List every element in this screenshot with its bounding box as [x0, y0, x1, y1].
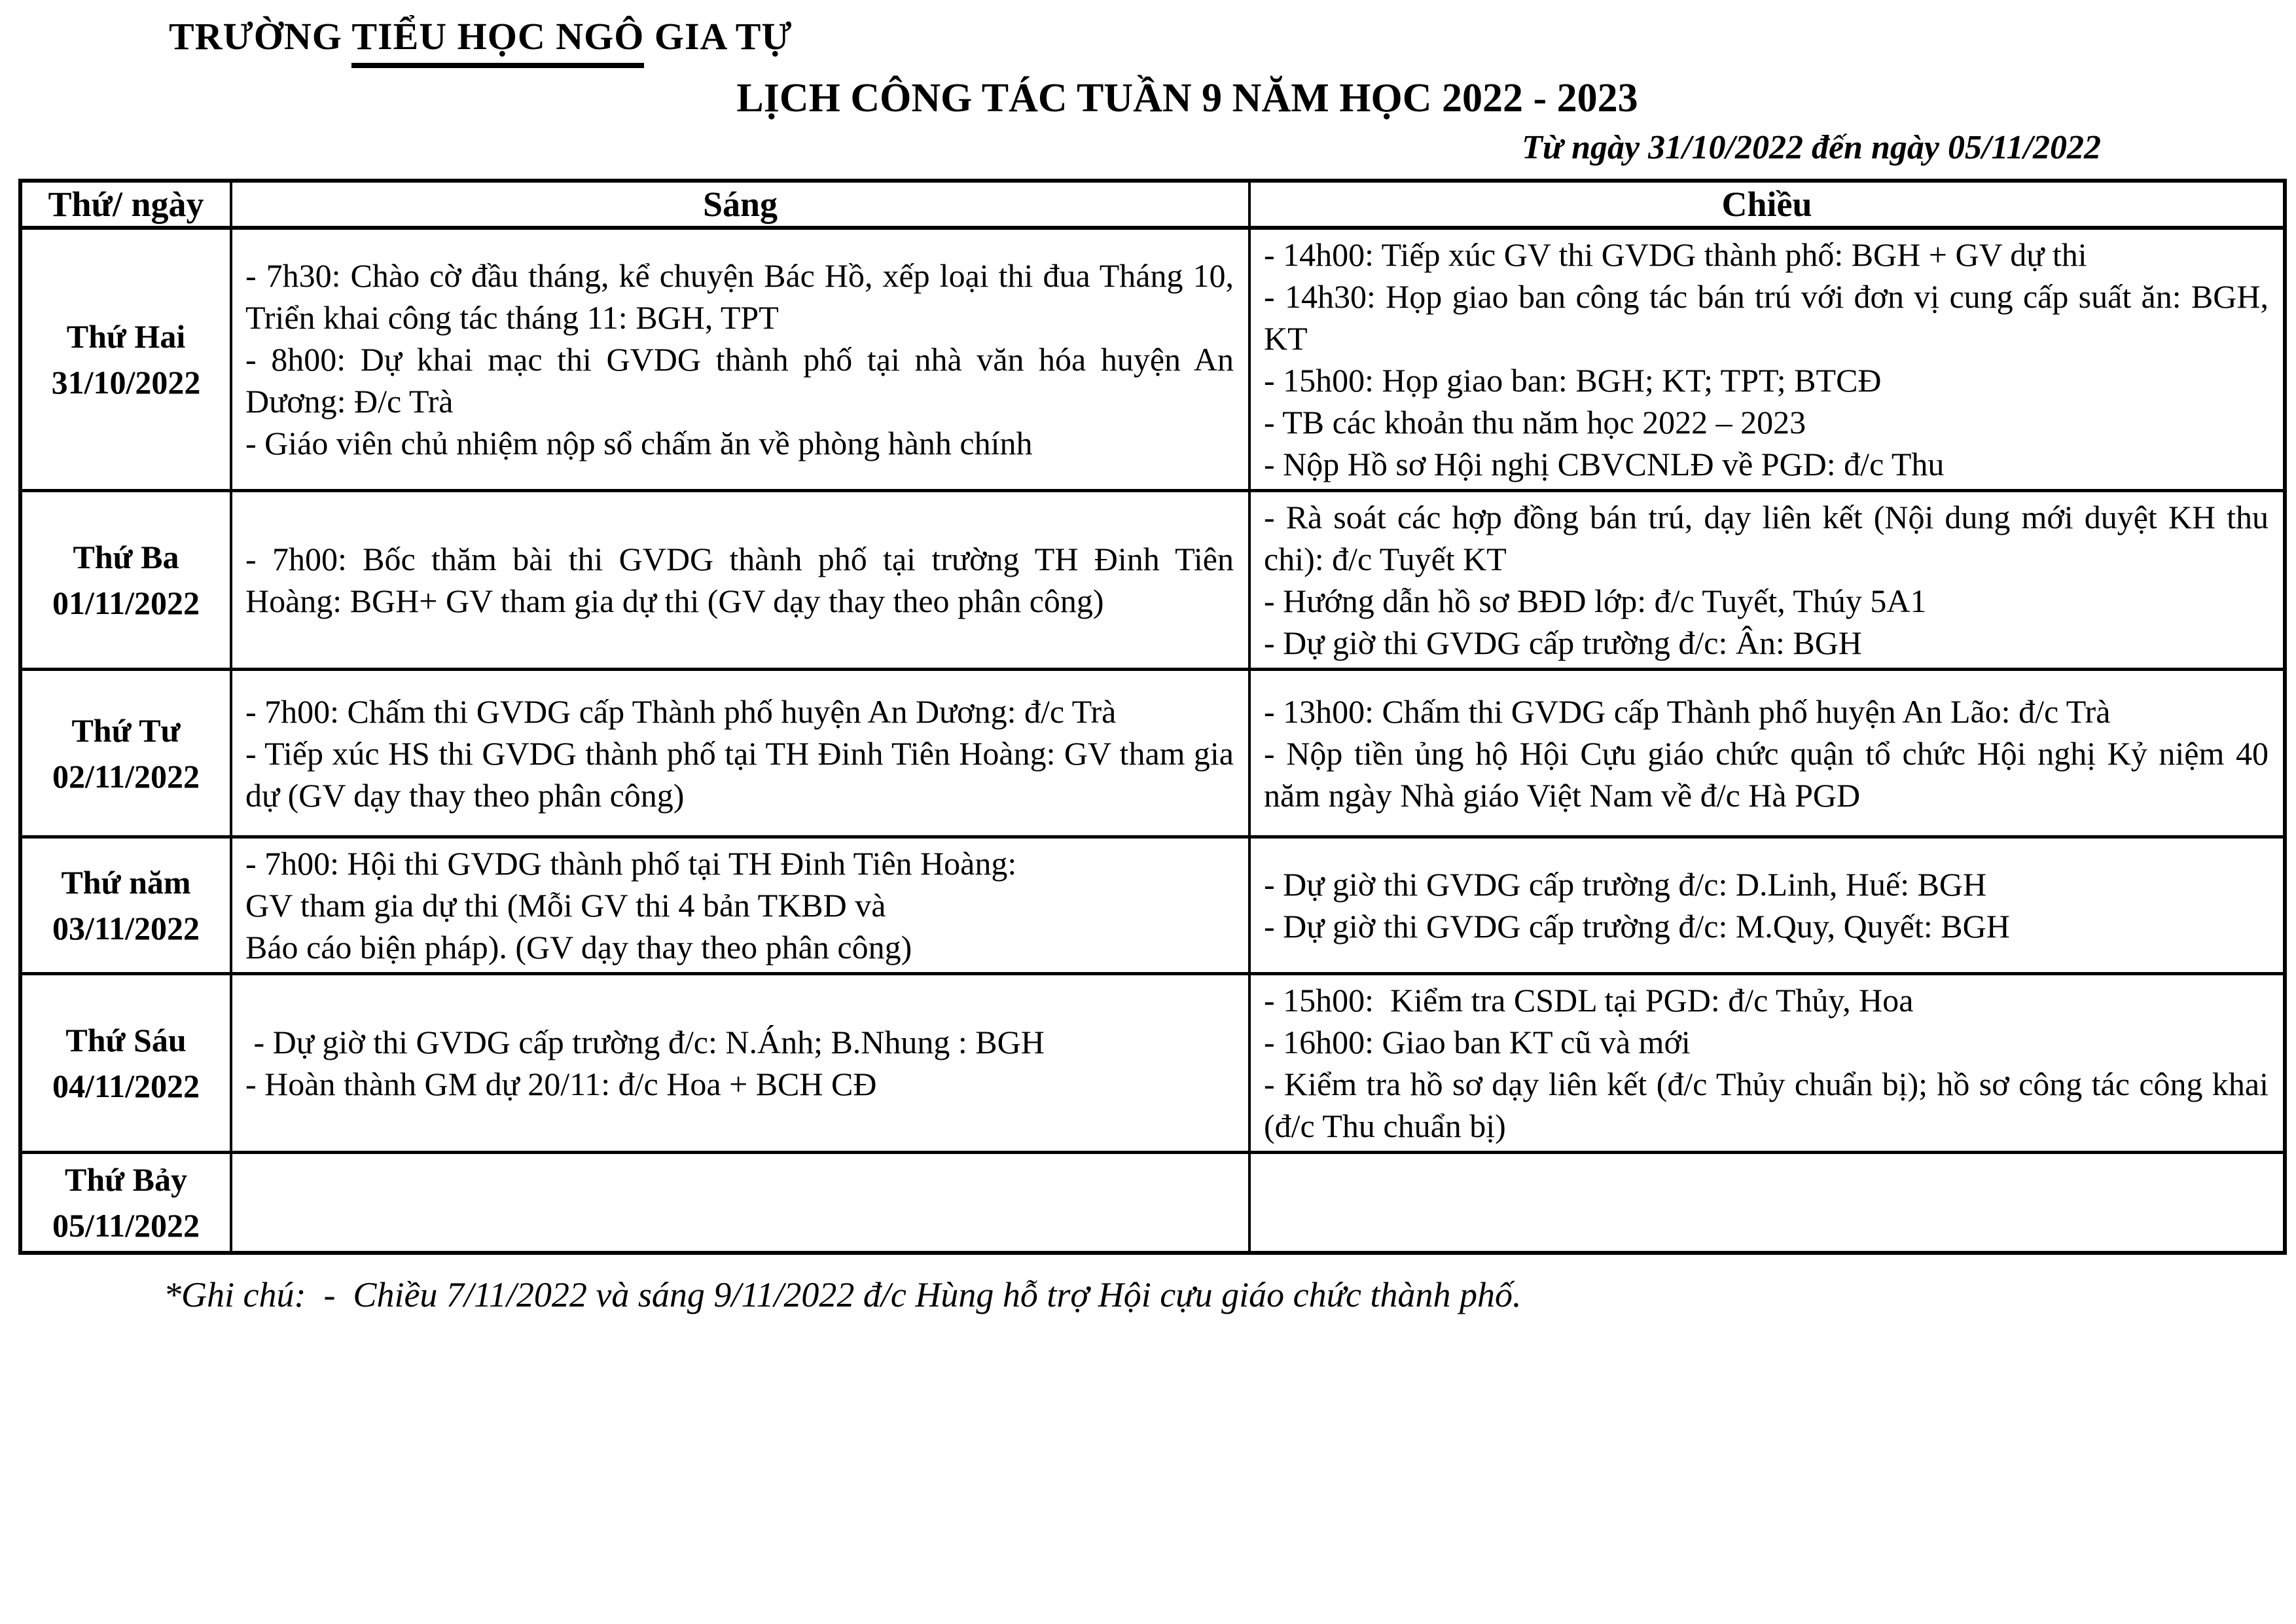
table-row: [20, 974, 2285, 1153]
schedule-item: - TB các khoản thu năm học 2022 – 2023: [1264, 404, 1806, 441]
morning-cell: [231, 974, 1249, 1153]
schedule-item: - 15h00: Kiểm tra CSDL tại PGD: đ/c Thủy, Hoa: [1264, 982, 1914, 1019]
school-name-prefix: TRƯỜNG: [169, 15, 352, 58]
table-row: [20, 837, 2285, 974]
afternoon-cell: [1249, 670, 2285, 837]
afternoon-cell: [1249, 1153, 2285, 1254]
schedule-item: - Hướng dẫn hồ sơ BĐD lớp: đ/c Tuyết, Thúy 5A1: [1264, 583, 1927, 619]
table-row: [20, 1153, 2285, 1254]
school-name: [169, 14, 2296, 58]
day-cell: [20, 670, 231, 837]
morning-cell: [231, 837, 1249, 974]
table-row: [20, 491, 2285, 670]
schedule-item: - 14h00: Tiếp xúc GV thi GVDG thành phố: BGH + GV dự thi: [1264, 236, 2087, 273]
column-header-day: Thứ/ ngày: [20, 181, 231, 228]
day-name: Thứ Bảy: [64, 1161, 187, 1198]
schedule-item: - Dự giờ thi GVDG cấp trường đ/c: D.Linh, Huế: BGH: [1264, 866, 1987, 903]
day-name: Thứ Sáu: [65, 1022, 187, 1058]
schedule-item: - Nộp tiền ủng hộ Hội Cựu giáo chức quận tổ chức Hội nghị Kỷ niệm 40 năm ngày Nhà giáo Việt Nam về đ/c Hà PGD: [1264, 734, 2277, 814]
schedule-item: - Tiếp xúc HS thi GVDG thành phố tại TH Đinh Tiên Hoàng: GV tham gia dự (GV dạy thay theo phân công): [245, 734, 1242, 814]
schedule-item: - Giáo viên chủ nhiệm nộp sổ chấm ăn về phòng hành chính: [245, 425, 1033, 461]
day-cell: [20, 491, 231, 670]
schedule-table-body: [20, 228, 2285, 1253]
schedule-item: - 7h00: Chấm thi GVDG cấp Thành phố huyện An Dương: đ/c Trà: [245, 693, 1117, 730]
day-name: Thứ Hai: [66, 318, 186, 355]
afternoon-cell: [1249, 837, 2285, 974]
schedule-item: - Hoàn thành GM dự 20/11: đ/c Hoa + BCH CĐ: [245, 1066, 877, 1102]
schedule-item: GV tham gia dự thi (Mỗi GV thi 4 bản TKBD và: [245, 887, 886, 924]
day-cell: [20, 228, 231, 491]
afternoon-cell: [1249, 974, 2285, 1153]
day-date: 02/11/2022: [52, 757, 200, 795]
morning-cell: [231, 491, 1249, 670]
schedule-item: - Dự giờ thi GVDG cấp trường đ/c: N.Ánh; B.Nhung : BGH: [245, 1024, 1045, 1060]
afternoon-cell: [1249, 228, 2285, 491]
day-date: 31/10/2022: [51, 364, 201, 401]
morning-cell: [231, 670, 1249, 837]
day-name: Thứ Tư: [71, 712, 181, 749]
schedule-item: - Dự giờ thi GVDG cấp trường đ/c: M.Quy, Quyết: BGH: [1264, 908, 2010, 945]
schedule-item: - 7h30: Chào cờ đầu tháng, kể chuyện Bác Hồ, xếp loại thi đua Tháng 10, Triển khai công tác tháng 11: BGH, TPT: [245, 257, 1242, 336]
day-name: Thứ Ba: [73, 539, 179, 575]
schedule-table-head: [20, 181, 2285, 228]
schedule-table: [18, 179, 2287, 1255]
day-date: 01/11/2022: [52, 585, 200, 621]
afternoon-cell: [1249, 491, 2285, 670]
column-header-morning: Sáng: [231, 181, 1249, 228]
table-row: [20, 670, 2285, 837]
schedule-item: - Rà soát các hợp đồng bán trú, dạy liên kết (Nội dung mới duyệt KH thu chi): đ/c Tuyết KT: [1264, 499, 2277, 577]
day-date: 03/11/2022: [52, 910, 200, 947]
date-range: Từ ngày 31/10/2022 đến ngày 05/11/2022: [1522, 129, 2101, 166]
schedule-item: - 13h00: Chấm thi GVDG cấp Thành phố huyện An Lão: đ/c Trà: [1264, 693, 2111, 730]
footer-note: *Ghi chú: - Chiều 7/11/2022 và sáng 9/11/2022 đ/c Hùng hỗ trợ Hội cựu giáo chức thành phố.: [164, 1275, 1522, 1314]
schedule-item: - 16h00: Giao ban KT cũ và mới: [1264, 1024, 1691, 1060]
schedule-item: - 7h00: Hội thi GVDG thành phố tại TH Đinh Tiên Hoàng:: [245, 845, 1017, 882]
school-name-underlined: TIỂU HỌC NGÔ: [351, 15, 644, 68]
morning-cell: [231, 228, 1249, 491]
schedule-item: - 7h00: Bốc thăm bài thi GVDG thành phố tại trường TH Đinh Tiên Hoàng: BGH+ GV tham gia dự thi (GV dạy thay theo phân công): [245, 541, 1242, 619]
page-title: LỊCH CÔNG TÁC TUẦN 9 NĂM HỌC 2022 - 2023: [736, 76, 1638, 120]
table-row: [20, 228, 2285, 491]
day-cell: [20, 974, 231, 1153]
header-row: [20, 181, 2285, 228]
column-header-afternoon: Chiều: [1249, 181, 2285, 228]
schedule-item: Báo cáo biện pháp). (GV dạy thay theo phân công): [245, 929, 912, 965]
school-name-suffix: GIA TỰ: [644, 15, 793, 58]
day-date: 05/11/2022: [52, 1207, 200, 1244]
schedule-item: - Dự giờ thi GVDG cấp trường đ/c: Ân: BGH: [1264, 624, 1862, 661]
schedule-item: - 8h00: Dự khai mạc thi GVDG thành phố tại nhà văn hóa huyện An Dương: Đ/c Trà: [245, 341, 1242, 420]
schedule-item: - Kiểm tra hồ sơ dạy liên kết (đ/c Thủy chuẩn bị); hồ sơ công tác công khai (đ/c Thu chuẩn bị): [1264, 1066, 2277, 1144]
day-cell: [20, 837, 231, 974]
day-cell: [20, 1153, 231, 1254]
day-date: 04/11/2022: [52, 1068, 200, 1104]
schedule-item: - Nộp Hồ sơ Hội nghị CBVCNLĐ về PGD: đ/c Thu: [1264, 446, 1945, 482]
schedule-item: - 15h00: Họp giao ban: BGH; KT; TPT; BTCĐ: [1264, 362, 1882, 399]
morning-cell: [231, 1153, 1249, 1254]
day-name: Thứ năm: [61, 864, 191, 901]
schedule-item: - 14h30: Họp giao ban công tác bán trú với đơn vị cung cấp suất ăn: BGH, KT: [1264, 278, 2277, 357]
